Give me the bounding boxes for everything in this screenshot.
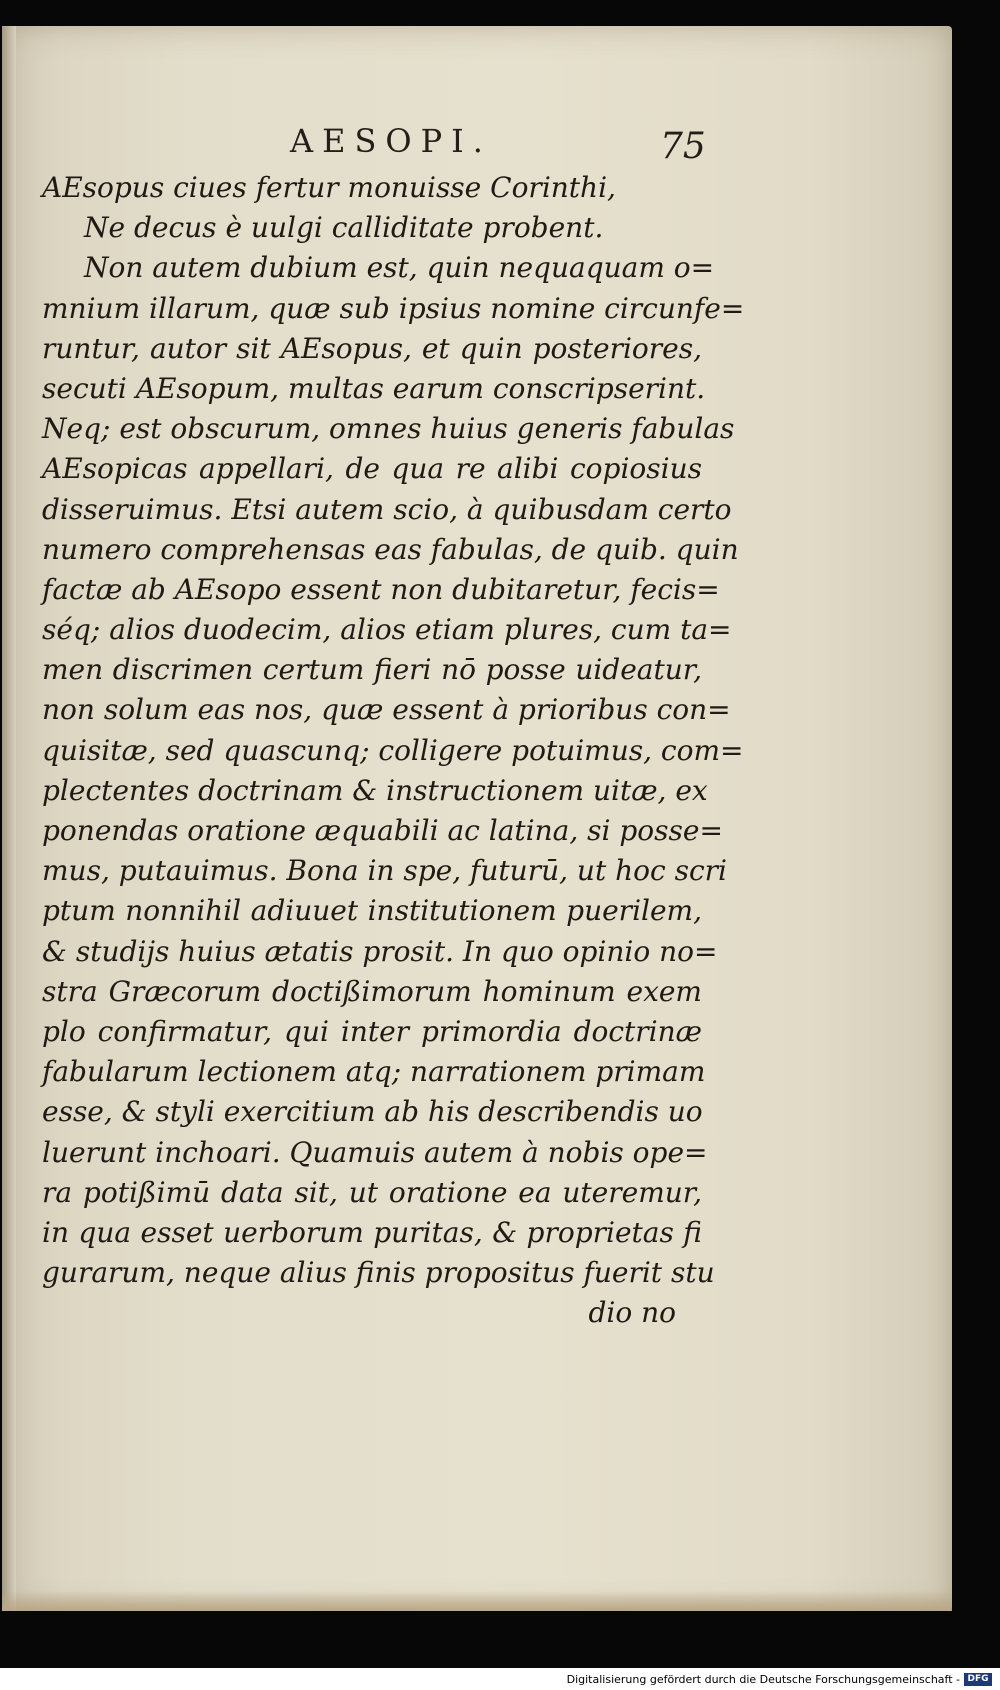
text-line: séq; alios duodecim, alios etiam plures, cum ta= — [42, 613, 732, 647]
text-line: AEsopicas appellari, de qua re alibi copiosius — [42, 452, 702, 486]
page-number: 75 — [660, 126, 706, 167]
text-line: runtur, autor sit AEsopus, et quin posteriores, — [42, 331, 702, 365]
text-line: Neq; est obscurum, omnes huius generis fabulas — [42, 412, 735, 446]
text-line: ponendas oratione æquabili ac latina, si posse= — [42, 814, 723, 847]
text-line: ptum nonnihil adiuuet institutionem puerilem, — [42, 894, 702, 928]
text-line: in qua esset uerborum puritas, & proprietas fi — [42, 1215, 702, 1249]
text-line: gurarum, neque alius finis propositus fuerit stu — [42, 1256, 715, 1290]
dfg-logo: DFG — [964, 1673, 992, 1686]
text-line: secuti AEsopum, multas earum conscripserint. — [42, 371, 706, 405]
text-line: fabularum lectionem atq; narrationem primam — [42, 1055, 706, 1089]
text-line: mus, putauimus. Bona in spe, futurū, ut hoc scri — [42, 854, 727, 888]
text-line: plectentes doctrinam & instructionem uitæ, ex — [42, 773, 708, 807]
text-line: mnium illarum, quæ sub ipsius nomine circunfe= — [42, 291, 745, 325]
text-line: non solum eas nos, quæ essent à prioribus con= — [42, 693, 731, 727]
text-line: disseruimus. Etsi autem scio, à quibusdam certo — [42, 492, 732, 526]
text-line: quisitæ, sed quascunq; colligere potuimus, com= — [42, 733, 744, 767]
page-gutter-edge — [2, 26, 16, 1611]
text-line: men discrimen certum fieri nō posse uideatur, — [42, 653, 702, 687]
text-line: plo confirmatur, qui inter primordia doctrinæ — [42, 1014, 702, 1048]
digitization-footer — [0, 1668, 1000, 1690]
text-line: luerunt inchoari. Quamuis autem à nobis ope= — [42, 1135, 708, 1169]
text-line: ra potißimū data sit, ut oratione ea uteremur, — [42, 1175, 702, 1209]
text-line: esse, & styli exercitium ab his describendis uo — [42, 1095, 703, 1129]
running-head: AESOPI. — [290, 122, 492, 160]
body-text — [42, 168, 745, 1333]
text-line: numero comprehensas eas fabulas, de quib. quin — [42, 532, 739, 566]
text-line: Ne decus è uulgi calliditate probent. — [84, 211, 604, 245]
text-line: stra Græcorum doctißimorum hominum exem — [42, 974, 702, 1008]
footer-credit: Digitalisierung gefördert durch die Deutsche Forschungsgemeinschaft - — [566, 1673, 960, 1686]
text-line: & studijs huius ætatis prosit. In quo opinio no= — [42, 934, 718, 968]
text-line: Non autem dubium est, quin nequaquam o= — [84, 251, 715, 285]
text-line: factæ ab AEsopo essent non dubitaretur, fecis= — [42, 572, 720, 606]
page-bottom-edge — [2, 1591, 952, 1611]
catchword: dio no — [588, 1296, 676, 1330]
text-line: AEsopus ciues fertur monuisse Corinthi, — [42, 171, 616, 204]
